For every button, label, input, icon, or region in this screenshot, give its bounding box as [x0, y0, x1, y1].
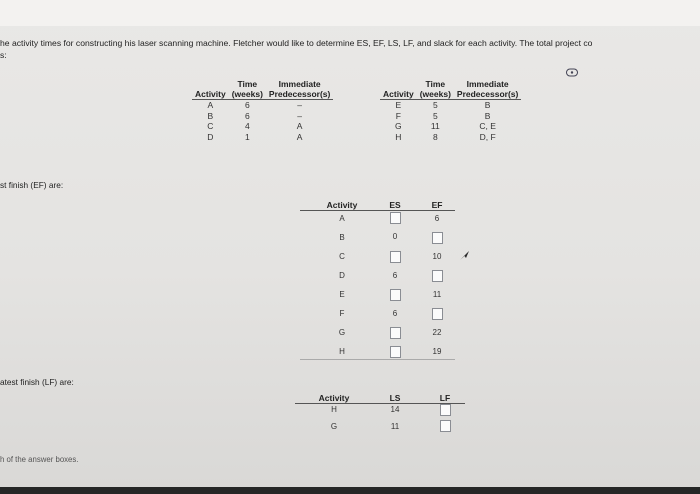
cell-pred: A [296, 121, 303, 131]
col-header-activity-spacer [192, 79, 229, 89]
col-header-activity: Activity [192, 89, 229, 100]
cell-time: 11 [430, 121, 440, 131]
table-row [192, 100, 333, 111]
help-glyph-icon[interactable] [566, 68, 578, 77]
es-value-d: 6 [392, 271, 398, 280]
col-header-activity-spacer [380, 79, 417, 89]
cell-pred: – [297, 110, 302, 121]
cell-activity: E [395, 100, 402, 110]
col-header-time-bottom: (weeks) [417, 89, 454, 100]
es-ef-header-activity: Activity [326, 200, 358, 210]
ef-section-label: st finish (EF) are: [0, 180, 64, 190]
activity-table-left [192, 79, 333, 142]
es-ef-row-a-activity: A [339, 214, 345, 223]
es-ef-header-rule [300, 210, 455, 211]
ef-value-e: 11 [432, 290, 442, 299]
cell-activity: B [207, 110, 214, 121]
cell-activity: G [395, 121, 402, 131]
ef-input-f[interactable] [432, 308, 443, 320]
lf-section-label: atest finish (LF) are: [0, 377, 74, 387]
cell-pred: B [484, 100, 491, 110]
col-header-pred-top: Immediate [466, 79, 509, 89]
activity-table-right [380, 79, 521, 142]
es-input-h[interactable] [390, 346, 401, 358]
ls-lf-header-activity: Activity [318, 393, 350, 403]
table-row [192, 121, 333, 132]
screen-bottom-edge [0, 487, 700, 494]
cell-time: 6 [244, 110, 250, 121]
ef-value-c: 10 [432, 252, 442, 261]
es-ef-row-b-activity: B [339, 233, 345, 242]
es-ef-row-c-activity: C [339, 252, 345, 261]
cell-time: 5 [432, 110, 438, 121]
es-value-b: 0 [392, 232, 398, 241]
table-row [380, 111, 521, 122]
cell-time: 5 [432, 100, 438, 110]
es-input-a[interactable] [390, 212, 401, 224]
cell-activity: C [207, 121, 214, 131]
col-header-time-bottom: (weeks) [229, 89, 266, 100]
cell-time: 8 [432, 131, 438, 142]
es-ef-header-ef: EF [431, 200, 443, 210]
ef-value-h: 19 [432, 347, 442, 356]
cell-activity: A [207, 100, 214, 110]
ef-input-b[interactable] [432, 232, 443, 244]
ls-lf-row-h-activity: H [331, 405, 337, 414]
es-input-e[interactable] [390, 289, 401, 301]
es-input-c[interactable] [390, 251, 401, 263]
cell-pred: A [296, 131, 303, 142]
browser-top-bar [0, 0, 700, 26]
ef-input-d[interactable] [432, 270, 443, 282]
cell-pred: D, F [479, 131, 496, 142]
col-header-pred-bottom: Predecessor(s) [266, 89, 333, 100]
ls-value-g: 11 [390, 422, 400, 431]
ls-lf-row-g-activity: G [330, 422, 338, 431]
es-ef-row-g-activity: G [338, 328, 346, 337]
intro-text-line2: s: [0, 50, 7, 60]
cell-activity: F [395, 110, 401, 121]
table-row [380, 121, 521, 132]
ls-lf-header-lf: LF [439, 393, 451, 403]
es-ef-row-d-activity: D [339, 271, 345, 280]
es-value-f: 6 [392, 309, 398, 318]
col-header-activity: Activity [380, 89, 417, 100]
lf-input-h[interactable] [440, 404, 451, 416]
ef-value-g: 22 [432, 328, 442, 337]
col-header-time-top: Time [237, 79, 258, 89]
cell-time: 4 [244, 121, 250, 131]
col-header-pred-top: Immediate [278, 79, 321, 89]
mouse-cursor-icon [460, 247, 469, 265]
col-header-time-top: Time [425, 79, 446, 89]
cell-pred: B [484, 110, 491, 121]
cell-activity: H [395, 131, 402, 142]
es-ef-row-f-activity: F [339, 309, 345, 318]
cell-pred: C, E [479, 121, 496, 131]
cell-activity: D [207, 131, 214, 142]
footer-note: h of the answer boxes. [0, 455, 79, 464]
intro-text-line1: he activity times for constructing his laser scanning machine. Fletcher would like to determine ES, EF, LS, LF, and slack for each activity. The total project co [0, 38, 593, 48]
es-input-g[interactable] [390, 327, 401, 339]
table-row [380, 132, 521, 143]
es-ef-row-h-activity: H [339, 347, 345, 356]
table-row [192, 111, 333, 122]
ls-lf-header-ls: LS [389, 393, 401, 403]
table-row [192, 132, 333, 143]
cell-time: 1 [244, 131, 250, 142]
table-row [380, 100, 521, 111]
es-ef-row-e-activity: E [339, 290, 345, 299]
ls-value-h: 14 [390, 405, 400, 414]
lf-input-g[interactable] [440, 420, 451, 432]
cell-pred: – [297, 100, 302, 110]
es-ef-bottom-rule [300, 359, 455, 360]
cell-time: 6 [244, 100, 250, 110]
col-header-pred-bottom: Predecessor(s) [454, 89, 521, 100]
es-ef-header-es: ES [389, 200, 401, 210]
ef-value-a: 6 [434, 214, 440, 223]
